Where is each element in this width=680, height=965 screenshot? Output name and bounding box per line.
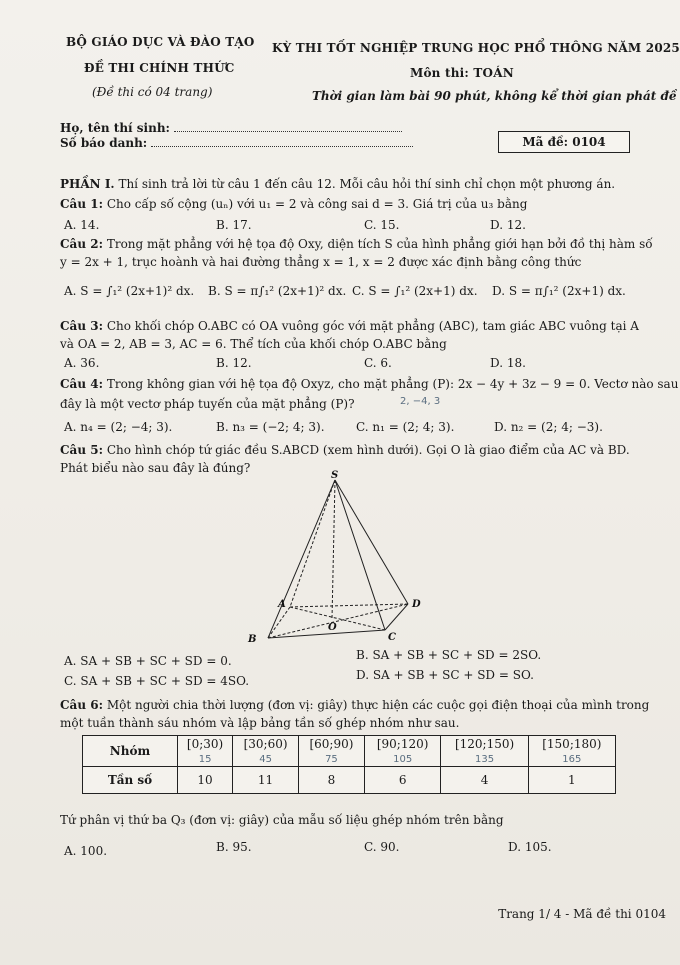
frequency-table (82, 735, 616, 794)
q4-option-c: C. n₁ = (2; 4; 3). (356, 420, 455, 434)
table-cell: [60;90) 75 (299, 736, 365, 767)
q3-option-b: B. 12. (216, 356, 252, 370)
label-c: C (388, 632, 396, 643)
q6-option-b: B. 95. (216, 840, 252, 854)
id-label: Số báo danh: (60, 136, 148, 150)
q1-option-a: A. 14. (64, 218, 100, 232)
q1-option-b: B. 17. (216, 218, 252, 232)
q6-stem-1 (60, 697, 649, 713)
q2-stem-1 (60, 236, 653, 252)
time-note: Thời gian làm bài 90 phút, không kể thời gian phát đề (312, 89, 677, 103)
table-cell: 8 (299, 767, 365, 794)
table-cell: 10 (178, 767, 233, 794)
q2-option-c: C. S = ∫₁² (2x+1) dx. (352, 284, 478, 298)
pages-note: (Đề thi có 04 trang) (92, 85, 213, 99)
q4-handwritten-note: 2, −4, 3 (400, 396, 441, 407)
q6-option-c: C. 90. (364, 840, 400, 854)
table-cell: [30;60) 45 (233, 736, 299, 767)
edge-cd (385, 604, 408, 630)
diag-ac (290, 607, 385, 630)
table-head-group: Nhóm (83, 736, 178, 767)
q4-stem-1 (60, 376, 678, 392)
ministry-name: BỘ GIÁO DỤC VÀ ĐÀO TẠO (66, 35, 255, 49)
page-footer: Trang 1/ 4 - Mã đề thi 0104 (498, 907, 666, 921)
q2-label: Câu 2: (60, 237, 104, 251)
table-head-freq: Tần số (83, 767, 178, 794)
q1-stem (60, 196, 527, 212)
name-blank (174, 131, 402, 132)
q4-text-1: Trong không gian với hệ tọa độ Oxyz, cho mặt phẳng (P): 2x − 4y + 3z − 9 = 0. Vectơ nào sau (106, 377, 679, 391)
label-d: D (412, 599, 421, 610)
q3-label: Câu 3: (60, 319, 104, 333)
table-cell: 6 (364, 767, 441, 794)
part1-heading (60, 176, 615, 192)
part1-instruction: Thí sinh trả lời từ câu 1 đến câu 12. Mỗi câu hỏi thí sinh chỉ chọn một phương án. (118, 177, 616, 191)
q4-option-b: B. n₃ = (−2; 4; 3). (216, 420, 325, 434)
q4-label: Câu 4: (60, 377, 104, 391)
edge-sc (335, 480, 385, 630)
subject-label: Môn thi: TOÁN (410, 66, 514, 80)
q5-text-1: Cho hình chóp tứ giác đều S.ABCD (xem hình dưới). Gọi O là giao điểm của AC và BD. (106, 443, 630, 457)
q5-option-a: A. SA + SB + SC + SD = 0. (64, 654, 232, 668)
id-field (60, 135, 413, 151)
q2-text-1: Trong mặt phẳng với hệ tọa độ Oxy, diện tích S của hình phẳng giới hạn bởi đồ thị hàm số (106, 237, 653, 251)
q6-text-1: Một người chia thời lượng (đơn vị: giây) thực hiện các cuộc gọi điện thoại của mình trong (106, 698, 650, 712)
table-row-groups (83, 736, 616, 767)
table-row-freqs (83, 767, 616, 794)
table-cell: 1 (528, 767, 615, 794)
q2-option-b: B. S = π∫₁² (2x+1)² dx. (208, 284, 347, 298)
label-s: S (331, 470, 339, 481)
q5-label: Câu 5: (60, 443, 104, 457)
q6-option-d: D. 105. (508, 840, 552, 854)
q1-option-c: C. 15. (364, 218, 400, 232)
q3-option-a: A. 36. (64, 356, 100, 370)
q1-label: Câu 1: (60, 197, 104, 211)
exam-title: KỲ THI TỐT NGHIỆP TRUNG HỌC PHỔ THÔNG NĂM 2025 (272, 41, 680, 55)
q3-stem-2: và OA = 2, AB = 3, AC = 6. Thể tích của khối chóp O.ABC bằng (60, 337, 447, 351)
q3-option-c: C. 6. (364, 356, 392, 370)
q2-option-d: D. S = π∫₁² (2x+1) dx. (492, 284, 626, 298)
name-field (60, 120, 402, 136)
q2-stem-2: y = 2x + 1, trục hoành và hai đường thẳng x = 1, x = 2 được xác định bằng công thức (60, 255, 582, 269)
table-cell: 11 (233, 767, 299, 794)
name-label: Họ, tên thí sinh: (60, 121, 170, 135)
table-cell: [90;120) 105 (364, 736, 441, 767)
q6-option-a: A. 100. (64, 844, 108, 858)
edge-ad (290, 604, 408, 607)
id-blank (151, 146, 413, 147)
q1-text: Cho cấp số cộng (uₙ) với u₁ = 2 và công sai d = 3. Giá trị của u₃ bằng (106, 197, 528, 211)
q5-option-c: C. SA + SB + SC + SD = 4SO. (64, 674, 250, 688)
q6-label: Câu 6: (60, 698, 104, 712)
edge-sa (290, 480, 335, 607)
exam-code-box: Mã đề: 0104 (498, 131, 630, 153)
q6-question: Tứ phân vị thứ ba Q₃ (đơn vị: giây) của mẫu số liệu ghép nhóm trên bằng (60, 813, 504, 827)
pyramid-figure (240, 470, 430, 650)
q5-option-d: D. SA + SB + SC + SD = SO. (356, 668, 534, 682)
q1-option-d: D. 12. (490, 218, 526, 232)
part1-title: PHẦN I. (60, 177, 115, 191)
label-b: B (248, 634, 257, 645)
height-so (332, 480, 335, 619)
q2-option-a: A. S = ∫₁² (2x+1)² dx. (64, 284, 195, 298)
q5-option-b: B. SA + SB + SC + SD = 2SO. (356, 648, 542, 662)
table-cell: [0;30) 15 (178, 736, 233, 767)
table-cell: [150;180) 165 (528, 736, 615, 767)
q4-option-a: A. n₄ = (2; −4; 3). (64, 420, 173, 434)
label-a: A (278, 599, 286, 610)
edge-sb (268, 480, 335, 638)
official-label: ĐỀ THI CHÍNH THỨC (84, 61, 235, 75)
q5-stem-1 (60, 442, 630, 458)
q6-stem-2: một tuần thành sáu nhóm và lập bảng tần số ghép nhóm như sau. (60, 716, 460, 730)
edge-sd (335, 480, 408, 604)
q4-stem-2: đây là một vectơ pháp tuyến của mặt phẳng (P)? (60, 397, 355, 411)
label-o: O (328, 622, 337, 633)
table-cell: 4 (441, 767, 528, 794)
q3-option-d: D. 18. (490, 356, 526, 370)
q3-stem-1 (60, 318, 639, 334)
table-cell: [120;150) 135 (441, 736, 528, 767)
q4-option-d: D. n₂ = (2; 4; −3). (494, 420, 603, 434)
q3-text-1: Cho khối chóp O.ABC có OA vuông góc với mặt phẳng (ABC), tam giác ABC vuông tại A (106, 319, 639, 333)
q5-stem-2: Phát biểu nào sau đây là đúng? (60, 461, 251, 475)
